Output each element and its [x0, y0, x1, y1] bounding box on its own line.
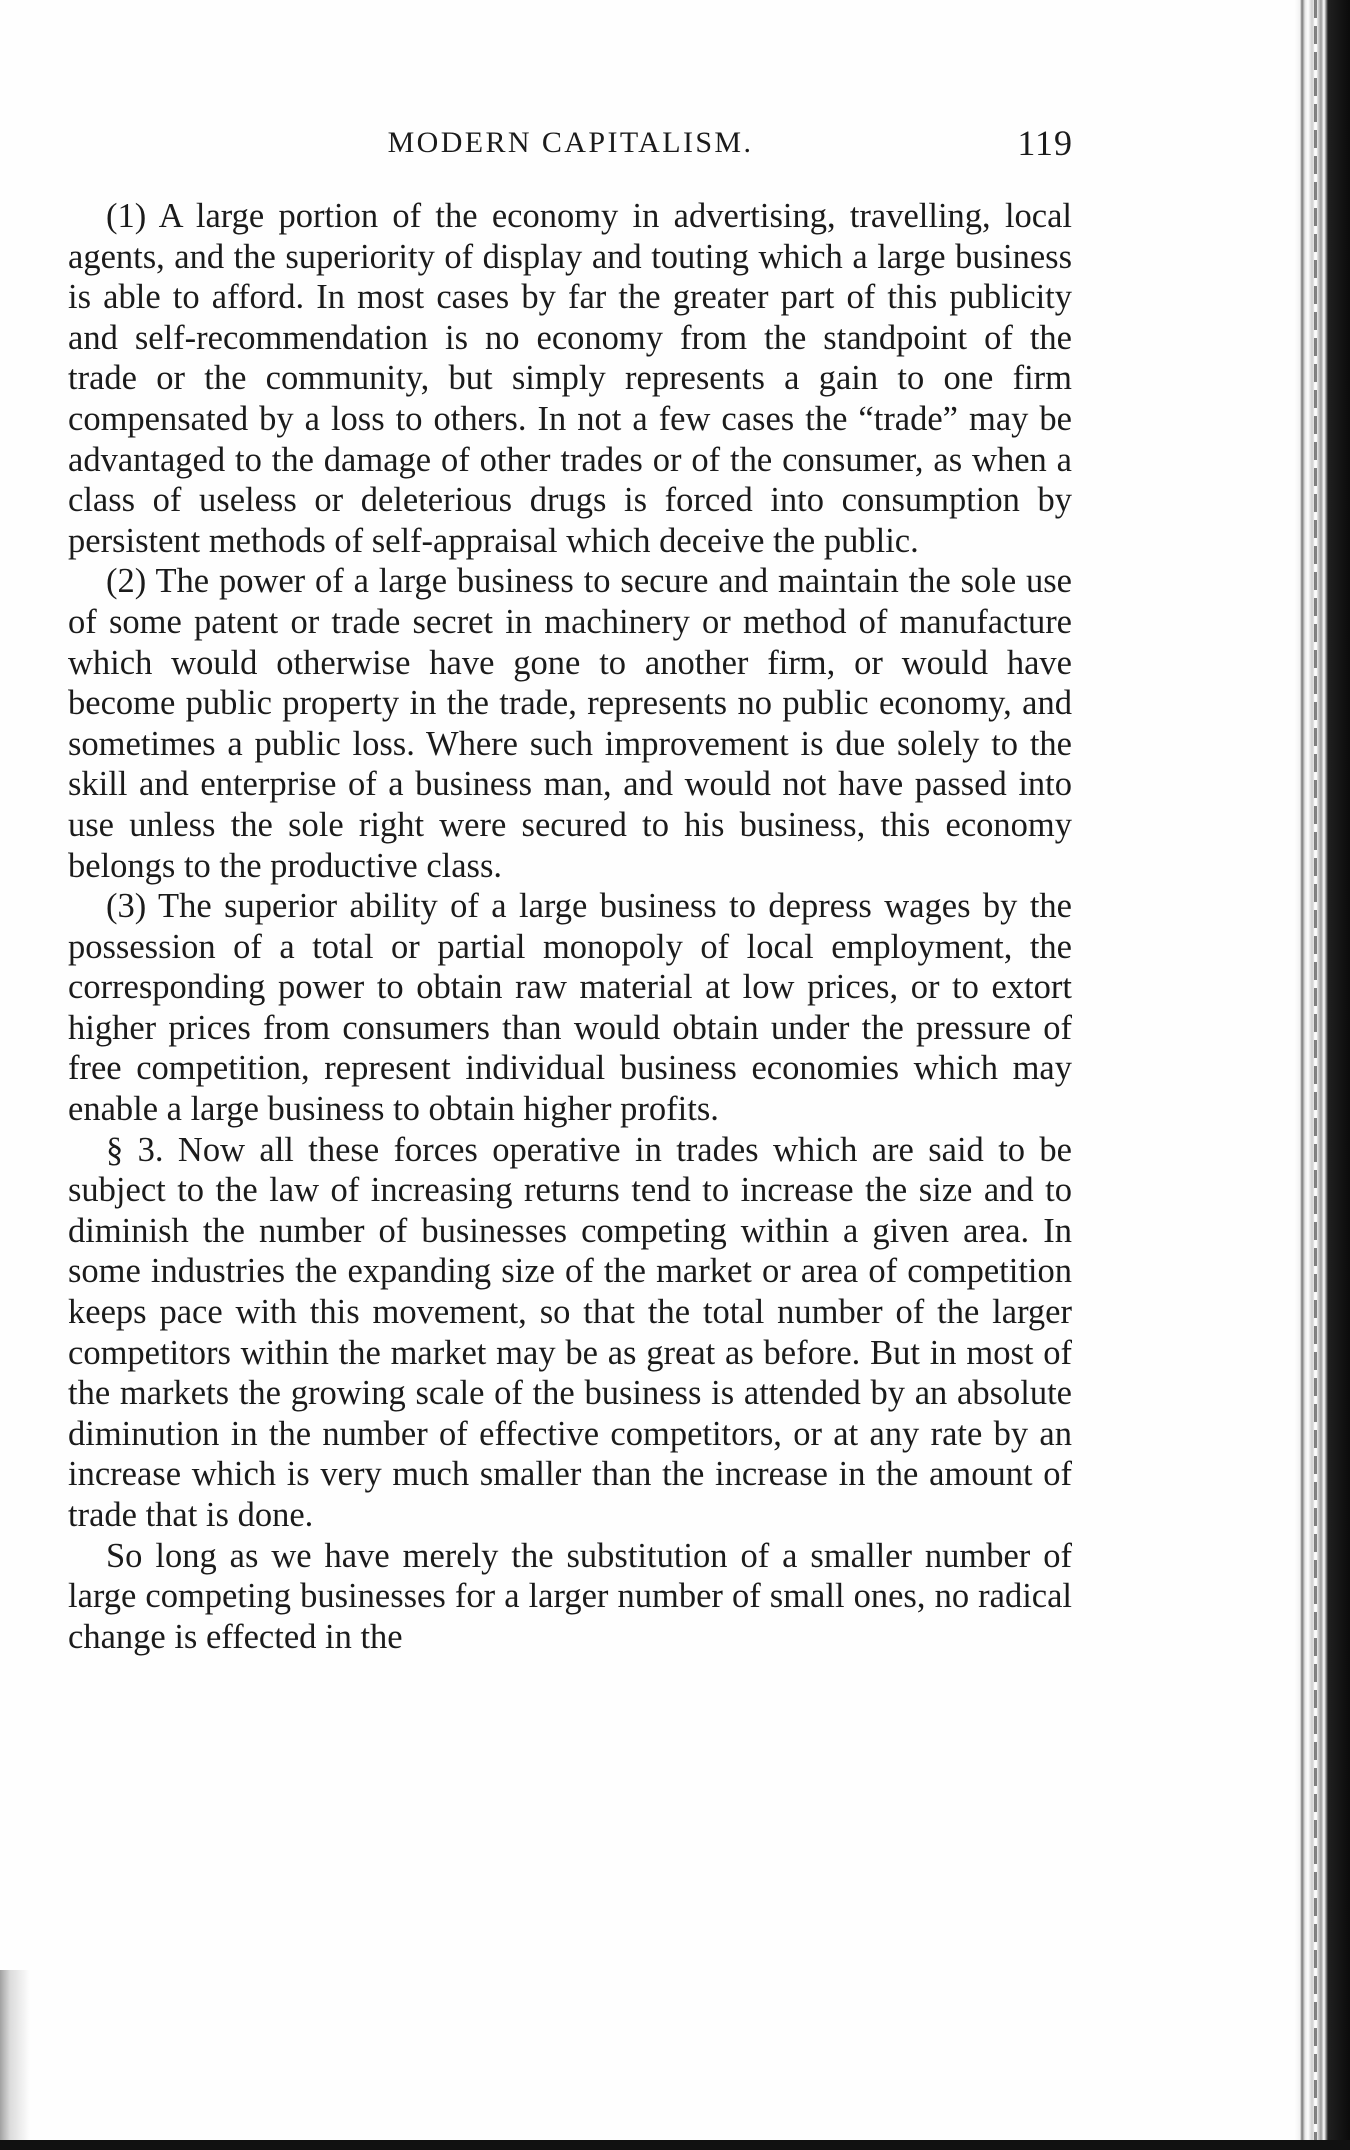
paragraph-section-3: § 3. Now all these forces operative in trades which are said to be subject to the law of increasing returns tend to increase the size and to diminish the number of businesses competing within a given area. In some industries the expanding size of the market or area of competition keeps pace with this movement, so that the total number of the larger competitors within the market may be as great as before. But in most of the markets the growing scale of the business is attended by an absolute diminution in the number of effective competitors, or at any rate by an increase which is very much smaller than the increase in the amount of trade that is done.	[68, 1130, 1072, 1534]
body-text	[68, 196, 1072, 1657]
paragraph-continuation: So long as we have merely the substitution of a smaller number of large competing businesses for a larger number of small ones, no radical change is effected in the	[68, 1536, 1072, 1656]
scanned-bottom-edge	[0, 2140, 1350, 2150]
scanned-binding-edge	[1294, 0, 1350, 2150]
paragraph-item-1: (1) A large portion of the economy in advertising, travelling, local agents, and the superiority of display and touting which a large business is able to afford. In most cases by far the greater part of this publicity and self-recommendation is no economy from the standpoint of the trade or the community, but simply represents a gain to one firm compensated by a loss to others. In not a few cases the “trade” may be advantaged to the damage of other trades or of the consumer, as when a class of useless or deleterious drugs is forced into consumption by persistent methods of self-appraisal which deceive the public.	[68, 197, 1072, 560]
paragraph-item-2: (2) The power of a large business to secure and maintain the sole use of some patent or trade secret in machinery or method of manufacture which would otherwise have gone to another firm, or would have become public property in the trade, represents no public economy, and sometimes a public loss. Where such improvement is due solely to the skill and enterprise of a business man, and would not have passed into use unless the sole right were secured to his business, this economy belongs to the productive class.	[68, 562, 1072, 885]
page-number: 119	[1017, 123, 1073, 163]
running-header	[68, 118, 1073, 168]
running-title: MODERN CAPITALISM.	[387, 126, 754, 159]
paragraph-item-3: (3) The superior ability of a large business to depress wages by the possession of a total or partial monopoly of local employment, the corresponding power to obtain raw material at low prices, or to extort higher prices from consumers than would obtain under the pressure of free competition, represent individual business economies which may enable a large business to obtain higher profits.	[68, 887, 1072, 1129]
scanned-corner-shadow	[0, 1970, 30, 2140]
